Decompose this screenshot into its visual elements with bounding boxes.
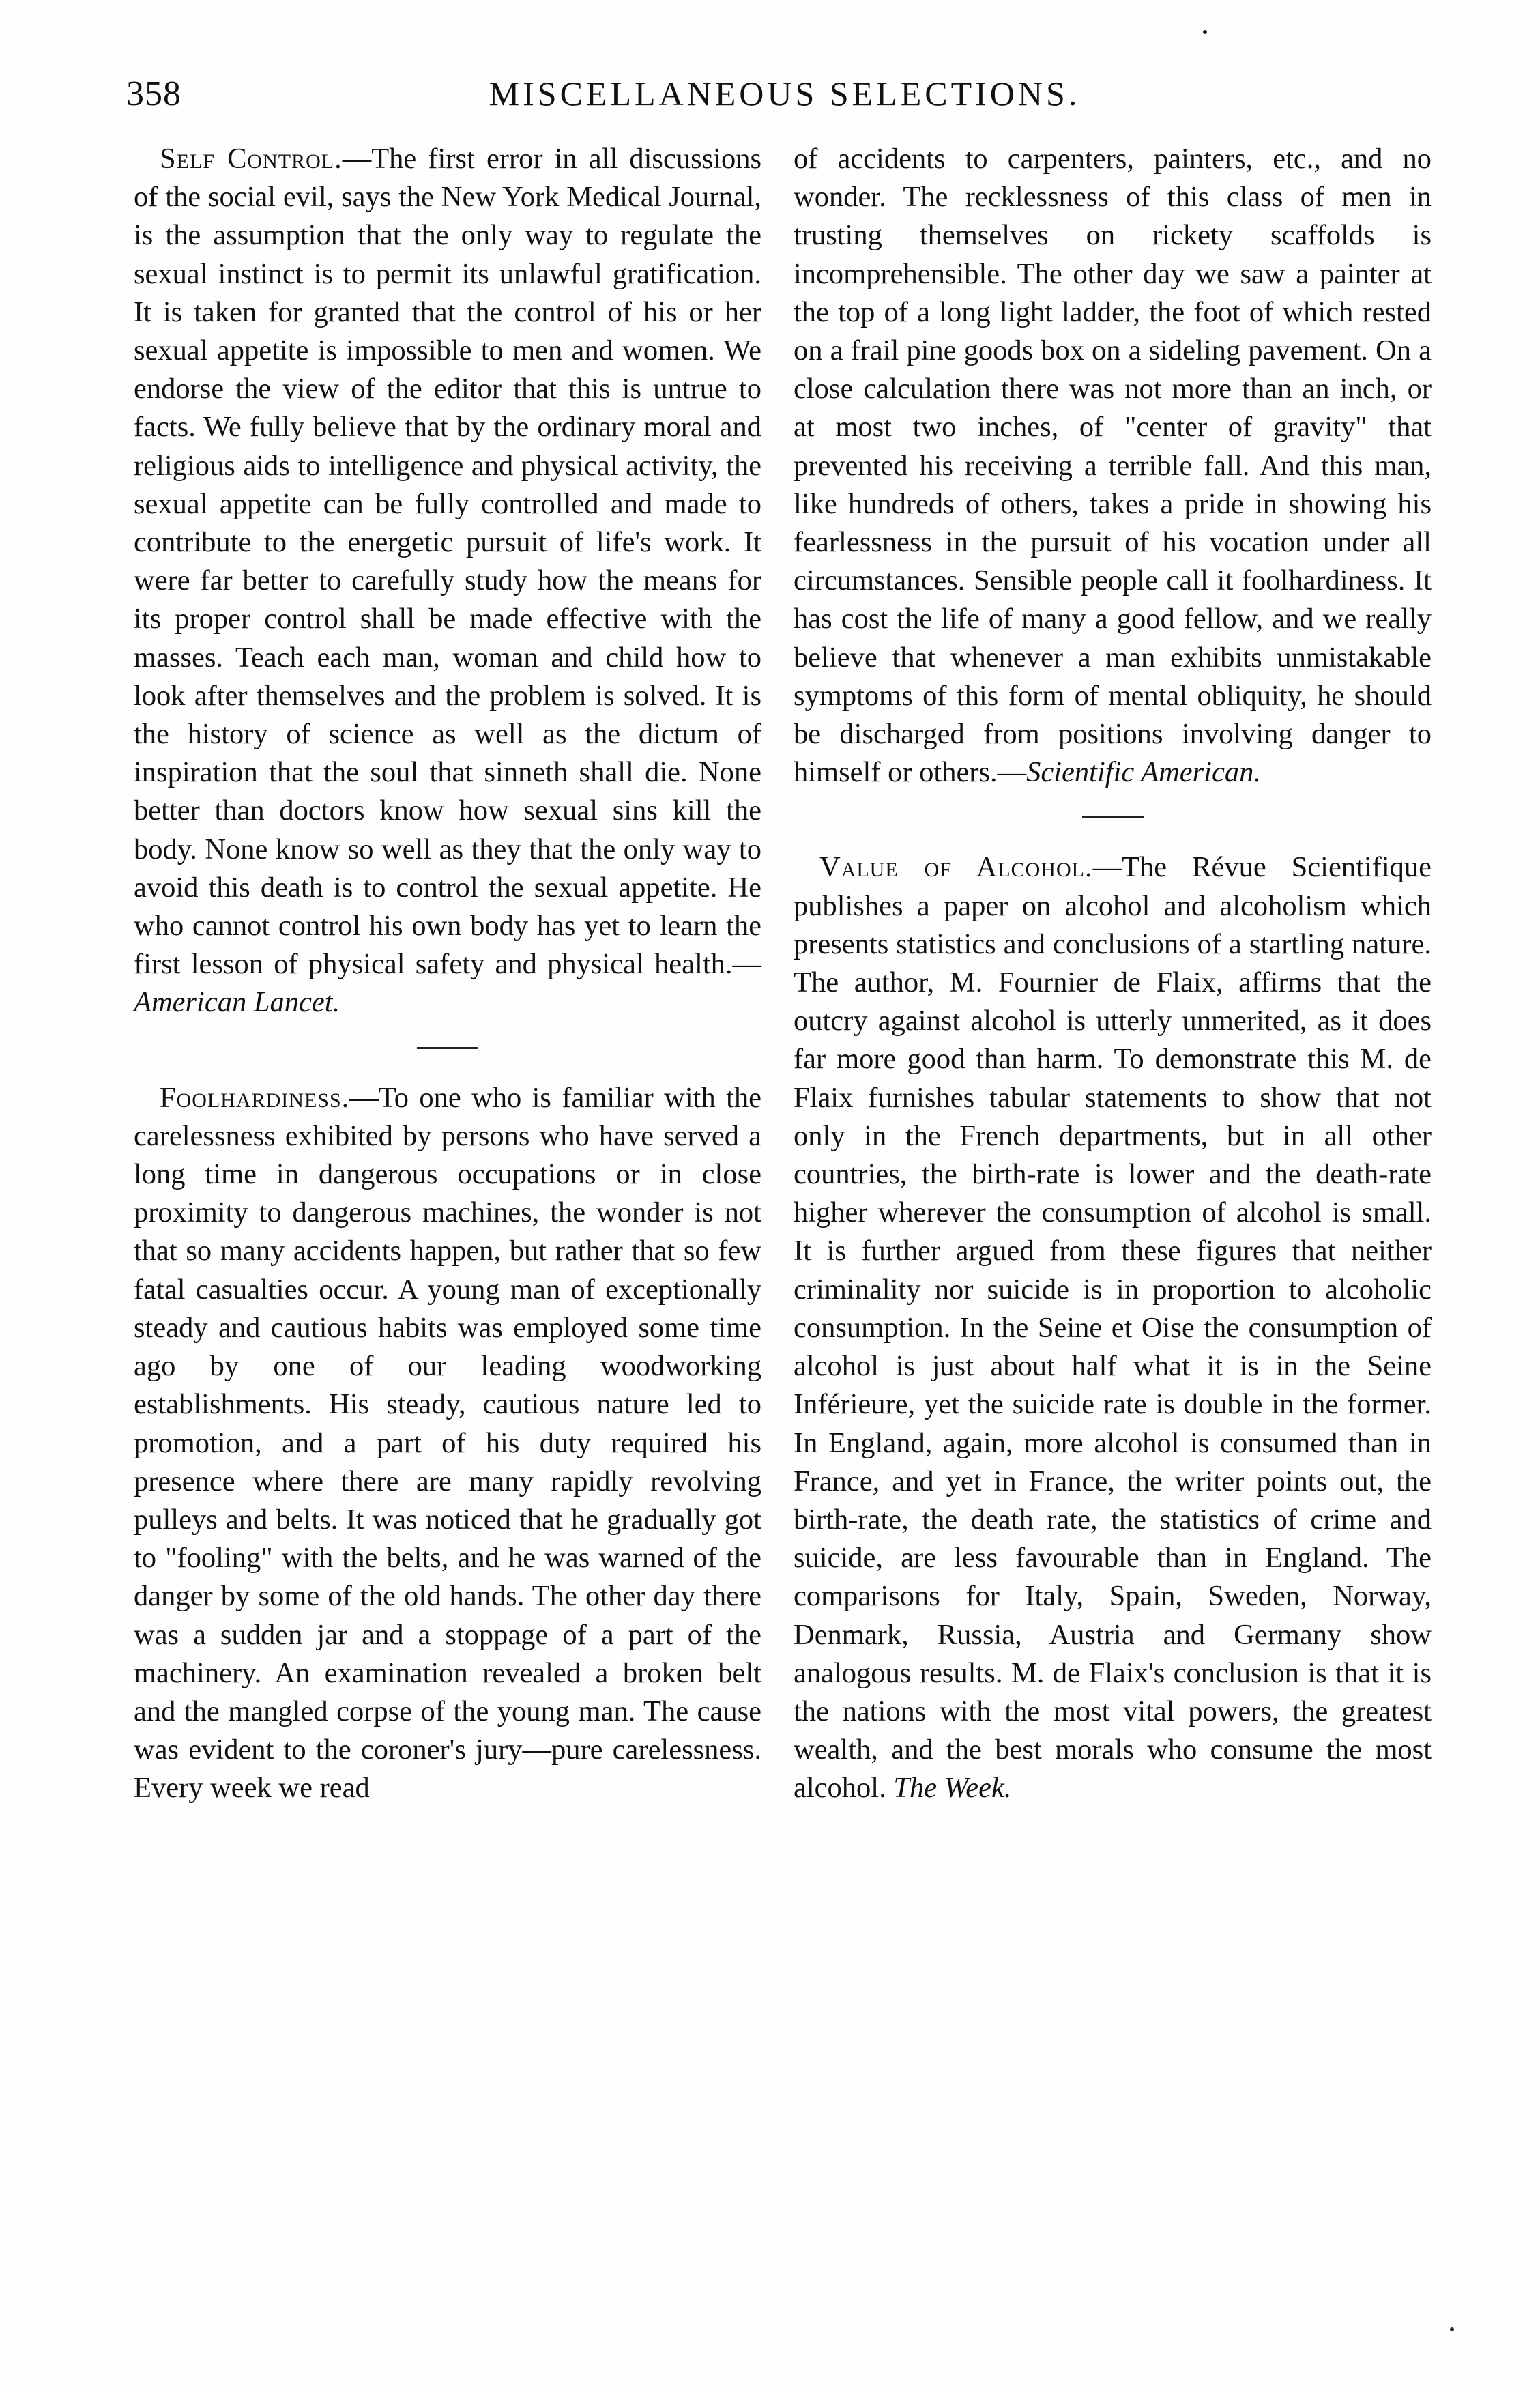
article-heading: Value of Alcohol.	[819, 851, 1093, 884]
article-body-continued: of accidents to carpenters, painters, etc., and no wonder. The recklessness of this class of men in trusting themselves on rickety scaffolds is incomprehensible. The other day we saw a painter at the top of a long light ladder, the foot of which rested on a frail pine goods box on a sideling pavement. On a close calculation there was not more than an inch, or at most two inches, of "center of gravity" that prevented his receiving a terrible fall. And this man, like hundreds of others, takes a pride in showing his fearlessness in the pursuit of his vocation under all circumstances. Sensible people call it foolhardiness. It has cost the life of many a good fellow, and we really believe that whenever a man exhibits unmistakable symptoms of this form of mental obliquity, he should be discharged from positions involving danger to himself or others.—	[794, 143, 1432, 789]
article-foolhardiness	[134, 1079, 761, 1808]
print-speck	[1450, 2327, 1454, 2331]
article-paragraph	[134, 140, 761, 1022]
page-header	[126, 74, 1443, 121]
page-number: 358	[126, 74, 181, 113]
right-column	[794, 140, 1432, 1808]
article-paragraph	[794, 848, 1432, 1807]
running-title: MISCELLANEOUS SELECTIONS.	[489, 74, 1081, 113]
left-column	[134, 140, 761, 1808]
article-body: —The Révue Scientifique publishes a paper on alcohol and alcoholism which presents statistics and conclusions of a startling nature. The author, M. Fournier de Flaix, affirms that the outcry against alcohol is utterly unmerited, as it does far more good than harm. To demonstrate this M. de Flaix furnishes tabular statements to show that not only in the French departments, but in all other countries, the birth-rate is lower and the death-rate higher wherever the consumption of alcohol is small. It is further argued from these figures that neither criminality nor suicide is in proportion to alcoholic consumption. In the Seine et Oise the consumption of alcohol is just about half what it is in the Seine Inférieure, yet the suicide rate is double in the former. In England, again, more alcohol is consumed than in France, and yet in France, the writer points out, the birth-rate, the death rate, the statistics of crime and suicide, are less favourable than in England. The comparisons for Italy, Spain, Sweden, Norway, Denmark, Russia, Austria and Germany show analogous results. M. de Flaix's conclusion is that it is the nations with the most vital powers, the greatest wealth, and the best morals who consume the most alcohol.	[794, 851, 1432, 1805]
article-foolhardiness-continued	[794, 140, 1432, 792]
article-body: —To one who is familiar with the carelessness exhibited by persons who have served a long time in dangerous occupations or in close proximity to dangerous machines, the wonder is not that so many accidents happen, but rather that so few fatal casualties occur. A young man of exceptionally steady and cautious habits was employed some time ago by one of our leading woodworking establishments. His steady, cautious nature led to promotion, and a part of his duty required his presence where there are many rapidly revolving pulleys and belts. It was noticed that he gradually got to "fooling" with the belts, and he was warned of the danger by some of the old hands. The other day there was a sudden jar and a stoppage of a part of the machinery. An examination revealed a broken belt and the mangled corpse of the young man. The cause was evident to the coroner's jury—pure carelessness. Every week we read	[134, 1081, 761, 1805]
print-speck	[1203, 30, 1207, 34]
article-source: The Week.	[893, 1772, 1012, 1805]
article-body: —The first error in all discussions of the social evil, says the New York Medical Journal, is the assumption that the only way to regulate the sexual instinct is to permit its unlawful gratification. It is taken for granted that the control of his or her sexual appetite is impossible to men and women. We endorse the view of the editor that this is untrue to facts. We fully believe that by the ordinary moral and religious aids to intelligence and physical activity, the sexual appetite can be fully controlled and made to contribute to the energetic pursuit of life's work. It were far better to carefully study how the means for its proper control shall be made effective with the masses. Teach each man, woman and child how to look after themselves and the problem is solved. It is the history of science as well as the dictum of inspiration that the soul that sinneth shall die. None better than doctors know how sexual sins kill the body. None know so well as they that the only way to avoid this death is to control the sexual appetite. He who cannot control his own body has yet to learn the first lesson of physical safety and physical health.—	[134, 143, 761, 981]
article-source: Scientific American.	[1026, 756, 1261, 789]
article-self-control	[134, 140, 761, 1022]
article-value-of-alcohol	[794, 848, 1432, 1807]
article-paragraph	[134, 1079, 761, 1808]
article-source: American Lancet.	[134, 986, 340, 1019]
section-divider	[1082, 816, 1144, 818]
article-heading: Foolhardiness.	[160, 1081, 350, 1114]
article-paragraph	[794, 140, 1432, 792]
section-divider	[417, 1047, 478, 1049]
article-heading: Self Control.	[160, 143, 343, 175]
